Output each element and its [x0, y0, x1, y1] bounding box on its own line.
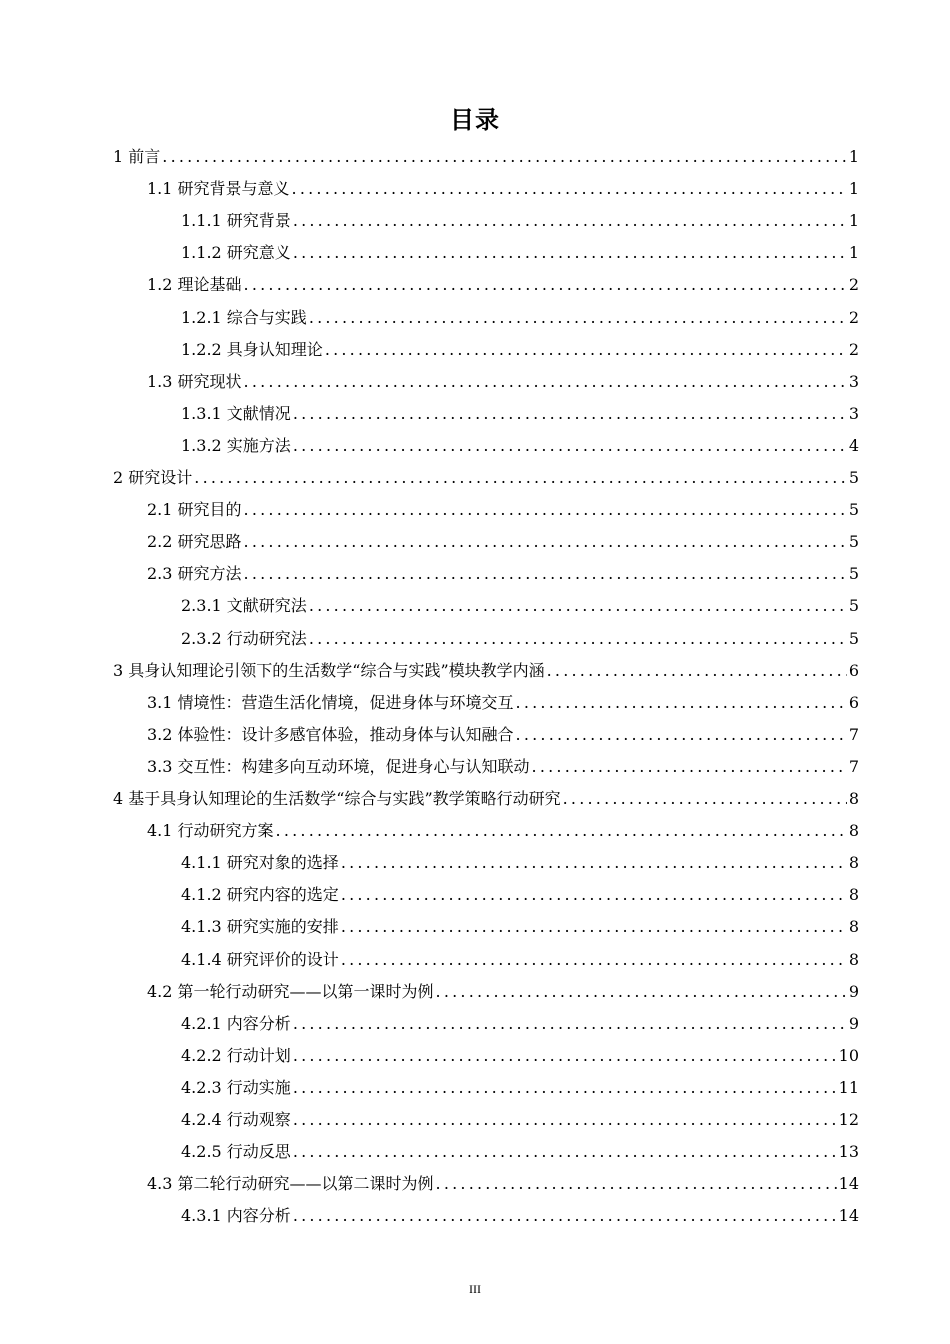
toc-entry-label: 4.2.2 行动计划 — [181, 1045, 291, 1065]
page-number-footer: III — [469, 1282, 481, 1296]
toc-entry[interactable] — [113, 784, 859, 814]
toc-entry[interactable] — [181, 206, 859, 236]
toc-entry-page-number: 1 — [848, 147, 859, 166]
toc-entry-label: 1.2.1 综合与实践 — [181, 307, 307, 327]
toc-entry[interactable] — [147, 527, 859, 557]
toc-entry[interactable] — [181, 1201, 859, 1231]
toc-entry-page-number: 8 — [848, 917, 859, 937]
toc-leader-dots — [325, 335, 847, 365]
toc-entry-label: 2.3.1 文献研究法 — [181, 596, 307, 616]
toc-entry[interactable] — [181, 399, 859, 429]
toc-entry-page-number: 9 — [848, 1013, 859, 1033]
toc-entry-page-number: 14 — [838, 1206, 859, 1226]
toc-entry[interactable] — [147, 720, 859, 750]
toc-leader-dots — [244, 270, 847, 300]
toc-entry[interactable] — [181, 912, 859, 942]
toc-leader-dots — [436, 977, 847, 1007]
toc-entry-page-number: 8 — [848, 821, 859, 841]
toc-entry-label: 3.3 交互性：构建多向互动环境，促进身心与认知联动 — [147, 756, 530, 776]
toc-leader-dots — [292, 174, 847, 204]
toc-entry-label: 2.3 研究方法 — [147, 564, 242, 584]
toc-entry-label: 4 基于具身认知理论的生活数学“综合与实践”教学策略行动研究 — [113, 789, 561, 808]
toc-entry-label: 4.1.4 研究评价的设计 — [181, 949, 339, 969]
toc-leader-dots — [516, 688, 847, 718]
toc-entry[interactable] — [113, 463, 859, 493]
toc-entry-page-number: 2 — [848, 275, 859, 295]
toc-entry-page-number: 9 — [848, 981, 859, 1001]
toc-entry[interactable] — [181, 848, 859, 878]
toc-entry-label: 1.3 研究现状 — [147, 371, 242, 391]
toc-entry-label: 4.3 第二轮行动研究——以第二课时为例 — [147, 1174, 434, 1194]
toc-leader-dots — [293, 1105, 837, 1135]
toc-entry[interactable] — [147, 367, 859, 397]
toc-entry-page-number: 1 — [848, 243, 859, 263]
toc-entry-label: 4.2.5 行动反思 — [181, 1142, 291, 1162]
toc-leader-dots — [309, 303, 847, 333]
toc-entry-page-number: 11 — [838, 1077, 859, 1097]
toc-leader-dots — [244, 559, 847, 589]
toc-entry[interactable] — [181, 1009, 859, 1039]
toc-entry-label: 4.2 第一轮行动研究——以第一课时为例 — [147, 981, 434, 1001]
toc-entry-label: 3.1 情境性：营造生活化情境，促进身体与环境交互 — [147, 692, 514, 712]
toc-entry-label: 4.1 行动研究方案 — [147, 821, 274, 841]
toc-entry-label: 1.1 研究背景与意义 — [147, 179, 290, 199]
toc-entry-page-number: 3 — [848, 403, 859, 423]
toc-entry-page-number: 8 — [848, 949, 859, 969]
toc-entry[interactable] — [147, 752, 859, 782]
toc-entry-page-number: 1 — [848, 179, 859, 199]
toc-entry-page-number: 8 — [848, 885, 859, 905]
toc-leader-dots — [436, 1169, 837, 1199]
toc-entry[interactable] — [181, 1073, 859, 1103]
toc-entry[interactable] — [113, 656, 859, 686]
toc-entry-label: 1 前言 — [113, 147, 161, 166]
toc-entry[interactable] — [147, 977, 859, 1007]
toc-entry-page-number: 5 — [848, 596, 859, 616]
toc-leader-dots — [293, 399, 847, 429]
toc-entry-label: 1.2.2 具身认知理论 — [181, 339, 323, 359]
toc-entry[interactable] — [181, 1137, 859, 1167]
toc-entry-page-number: 12 — [838, 1110, 859, 1129]
toc-entry-label: 4.3.1 内容分析 — [181, 1206, 291, 1226]
toc-entry-label: 3.2 体验性：设计多感官体验，推动身体与认知融合 — [147, 724, 514, 744]
toc-entry-label: 2.1 研究目的 — [147, 500, 242, 520]
toc-entry-page-number: 7 — [848, 724, 859, 744]
toc-entry-label: 4.2.4 行动观察 — [181, 1110, 291, 1129]
toc-entry-page-number: 5 — [848, 628, 859, 648]
toc-entry[interactable] — [181, 1041, 859, 1071]
toc-entry[interactable] — [181, 591, 859, 621]
toc-entry[interactable] — [181, 945, 859, 975]
toc-entry-page-number: 14 — [838, 1174, 859, 1194]
toc-leader-dots — [293, 431, 847, 461]
toc-entry-page-number: 8 — [848, 789, 859, 808]
toc-entry-label: 3 具身认知理论引领下的生活数学“综合与实践”模块教学内涵 — [113, 660, 545, 680]
toc-entry[interactable] — [181, 238, 859, 268]
toc-entry-label: 2.2 研究思路 — [147, 532, 242, 552]
toc-entry-label: 1.1.2 研究意义 — [181, 243, 291, 263]
toc-entry-page-number: 5 — [848, 468, 859, 487]
toc-leader-dots — [309, 624, 847, 654]
toc-entry-page-number: 8 — [848, 853, 859, 873]
toc-entry-label: 4.2.3 行动实施 — [181, 1077, 291, 1097]
toc-leader-dots — [341, 912, 847, 942]
toc-entry-page-number: 5 — [848, 532, 859, 552]
toc-leader-dots — [341, 848, 847, 878]
toc-entry-label: 2.3.2 行动研究法 — [181, 628, 307, 648]
toc-entry[interactable] — [181, 880, 859, 910]
toc-entry-label: 4.1.2 研究内容的选定 — [181, 885, 339, 905]
page-title: 目录 — [450, 106, 500, 134]
toc-leader-dots — [276, 816, 847, 846]
toc-entry-label: 1.3.2 实施方法 — [181, 435, 291, 455]
toc-entry[interactable] — [147, 174, 859, 204]
toc-leader-dots — [516, 720, 847, 750]
toc-leader-dots — [293, 238, 847, 268]
toc-entry-page-number: 13 — [838, 1142, 859, 1162]
toc-entry-page-number: 5 — [848, 500, 859, 520]
toc-entry-label: 1.3.1 文献情况 — [181, 403, 291, 423]
toc-entry[interactable] — [113, 142, 859, 172]
toc-leader-dots — [293, 1073, 837, 1103]
toc-entry-page-number: 10 — [838, 1045, 859, 1065]
toc-entry[interactable] — [147, 270, 859, 300]
toc-entry[interactable] — [147, 816, 859, 846]
toc-entry-label: 2 研究设计 — [113, 468, 193, 487]
toc-entry-page-number: 1 — [848, 211, 859, 231]
toc-leader-dots — [293, 206, 847, 236]
toc-entry[interactable] — [181, 624, 859, 654]
toc-entry[interactable] — [181, 1105, 859, 1135]
toc-entry-page-number: 4 — [848, 435, 859, 455]
toc-leader-dots — [293, 1009, 847, 1039]
toc-leader-dots — [293, 1201, 837, 1231]
toc-leader-dots — [162, 142, 847, 172]
toc-leader-dots — [244, 527, 847, 557]
toc-leader-dots — [563, 784, 847, 814]
toc-entry[interactable] — [147, 1169, 859, 1199]
toc-leader-dots — [194, 463, 847, 493]
toc-leader-dots — [293, 1137, 837, 1167]
toc-entry-page-number: 5 — [848, 564, 859, 584]
toc-entry[interactable] — [181, 303, 859, 333]
toc-entry-label: 1.2 理论基础 — [147, 275, 242, 295]
toc-leader-dots — [532, 752, 847, 782]
toc-entry-label: 1.1.1 研究背景 — [181, 211, 291, 231]
toc-entry-page-number: 2 — [848, 339, 859, 359]
toc-leader-dots — [341, 880, 847, 910]
toc-leader-dots — [309, 591, 847, 621]
toc-entry-label: 4.2.1 内容分析 — [181, 1013, 291, 1033]
toc-entry-page-number: 7 — [848, 756, 859, 776]
toc-leader-dots — [293, 1041, 837, 1071]
toc-entry[interactable] — [147, 559, 859, 589]
toc-entry[interactable] — [181, 431, 859, 461]
toc-entry-page-number: 2 — [848, 307, 859, 327]
toc-entry[interactable] — [147, 495, 859, 525]
toc-leader-dots — [547, 656, 847, 686]
toc-entry[interactable] — [181, 335, 859, 365]
toc-entry-page-number: 3 — [848, 371, 859, 391]
toc-leader-dots — [244, 495, 847, 525]
toc-entry-page-number: 6 — [848, 660, 859, 680]
toc-entry[interactable] — [147, 688, 859, 718]
toc-leader-dots — [244, 367, 847, 397]
toc-entry-label: 4.1.3 研究实施的安排 — [181, 917, 339, 937]
toc-leader-dots — [341, 945, 847, 975]
toc-entry-page-number: 6 — [848, 692, 859, 712]
toc-entry-label: 4.1.1 研究对象的选择 — [181, 853, 339, 873]
